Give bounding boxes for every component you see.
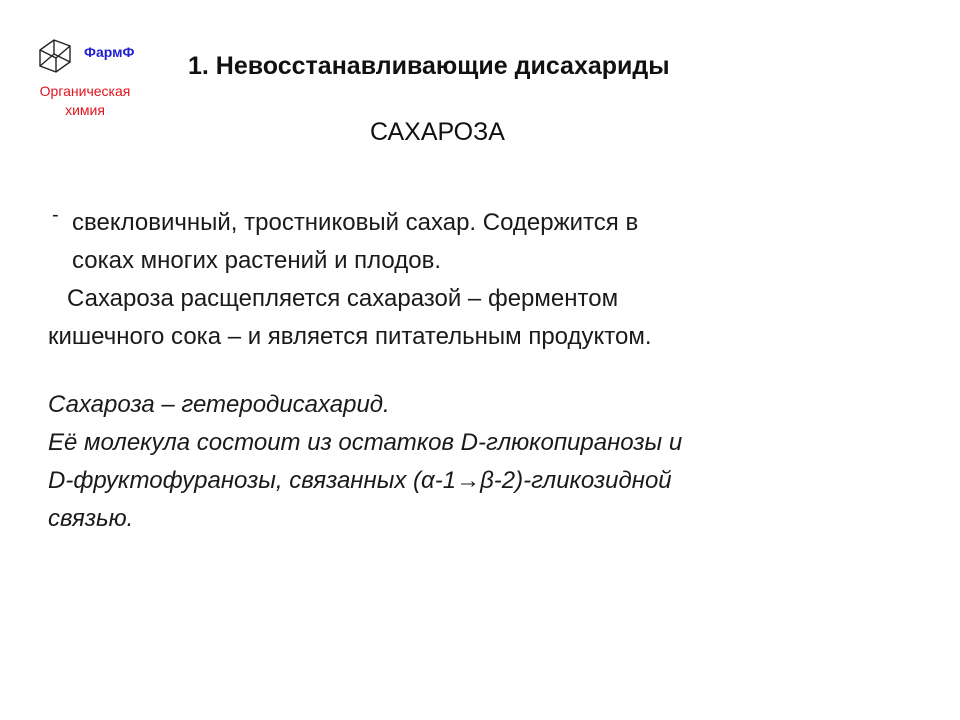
slide-subtitle: САХАРОЗА xyxy=(370,118,505,146)
paragraph-structure xyxy=(48,386,682,538)
paragraph-line: Сахароза – гетеродисахарид. xyxy=(48,391,390,418)
logo-caption xyxy=(20,82,150,120)
paragraph-line: Сахароза расщепляется сахаразой – ферментом xyxy=(67,285,619,312)
paragraph-line: связью. xyxy=(48,505,134,532)
logo-caption-line2: химия xyxy=(65,102,105,118)
bullet-marker: - xyxy=(52,204,59,226)
slide-title: 1. Невосстанавливающие дисахариды xyxy=(188,52,670,80)
paragraph-line: свекловичный, тростниковый сахар. Содержится в xyxy=(72,209,639,236)
logo xyxy=(20,34,150,124)
paragraph-sources xyxy=(72,204,638,280)
logo-brand: ФармФ xyxy=(84,44,135,60)
paragraph-line: кишечного сока – и является питательным продуктом. xyxy=(48,323,652,350)
logo-caption-line1: Органическая xyxy=(39,83,131,99)
paragraph-line: Её молекула состоит из остатков D-глюкопиранозы и xyxy=(48,429,683,456)
paragraph-digestion xyxy=(48,280,652,356)
paragraph-line: соках многих растений и плодов. xyxy=(72,247,442,274)
paragraph-line: D-фруктофуранозы, связанных (α-1→β-2)-гликозидной xyxy=(48,467,672,494)
adamantane-icon xyxy=(32,36,78,76)
